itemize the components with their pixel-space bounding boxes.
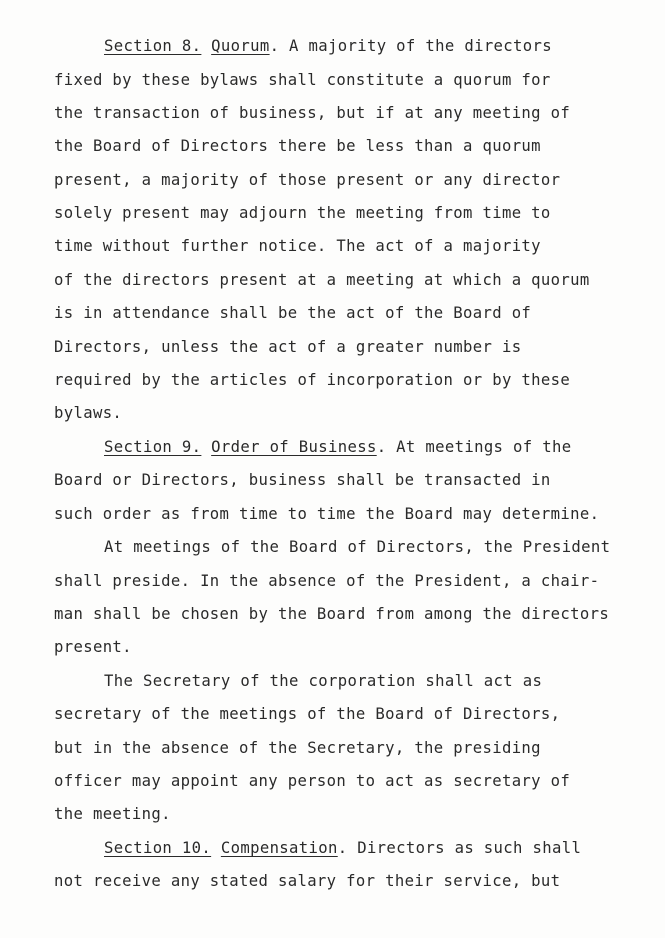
section-8-line-8: is in attendance shall be the act of the Board of (54, 304, 532, 322)
section-9-line-4: shall preside. In the absence of the President, a chair- (54, 572, 600, 590)
section-8-line-9: Directors, unless the act of a greater number is (54, 338, 522, 356)
section-8-line-1: fixed by these bylaws shall constitute a quorum for (54, 71, 551, 89)
section-8-line-0: . A majority of the directors (269, 37, 552, 55)
section-8-label: Section 8. (104, 37, 202, 55)
section-9-label: Section 9. (104, 438, 202, 456)
section-8-line-4: present, a majority of those present or any director (54, 171, 561, 189)
section-9-line-3: At meetings of the Board of Directors, the President (104, 538, 611, 556)
section-9-line-5: man shall be chosen by the Board from among the directors (54, 605, 610, 623)
section-8-line-3: the Board of Directors there be less than a quorum (54, 137, 541, 155)
section-8-line-2: the transaction of business, but if at any meeting of (54, 104, 571, 122)
section-8-line-11: bylaws. (54, 404, 123, 422)
section-9-line-0: . At meetings of the (376, 438, 572, 456)
section-8-line-10: required by the articles of incorporation or by these (54, 371, 571, 389)
section-8-line-7: of the directors present at a meeting at which a quorum (54, 271, 590, 289)
section-8-line-6: time without further notice. The act of a majority (54, 237, 541, 255)
section-9-line-7: The Secretary of the corporation shall act as (104, 672, 543, 690)
section-8-title: Quorum (211, 37, 270, 55)
section-9-line-11: the meeting. (54, 805, 171, 823)
section-10-heading-line (104, 838, 581, 858)
section-9-line-6: present. (54, 638, 132, 656)
section-9-heading-line (104, 437, 571, 457)
section-10-line-1: not receive any stated salary for their service, but (54, 872, 561, 890)
section-10-line-0: . Directors as such shall (337, 839, 582, 857)
section-9-line-2: such order as from time to time the Board may determine. (54, 505, 600, 523)
section-9-title: Order of Business (211, 438, 377, 456)
section-9-line-10: officer may appoint any person to act as secretary of (54, 772, 571, 790)
section-10-label: Section 10. (104, 839, 212, 857)
section-9-line-9: but in the absence of the Secretary, the presiding (54, 739, 541, 757)
section-8-heading-line (104, 36, 552, 56)
section-9-line-1: Board or Directors, business shall be transacted in (54, 471, 551, 489)
section-8-line-5: solely present may adjourn the meeting from time to (54, 204, 551, 222)
section-9-line-8: secretary of the meetings of the Board of Directors, (54, 705, 561, 723)
section-10-title: Compensation (220, 839, 338, 857)
